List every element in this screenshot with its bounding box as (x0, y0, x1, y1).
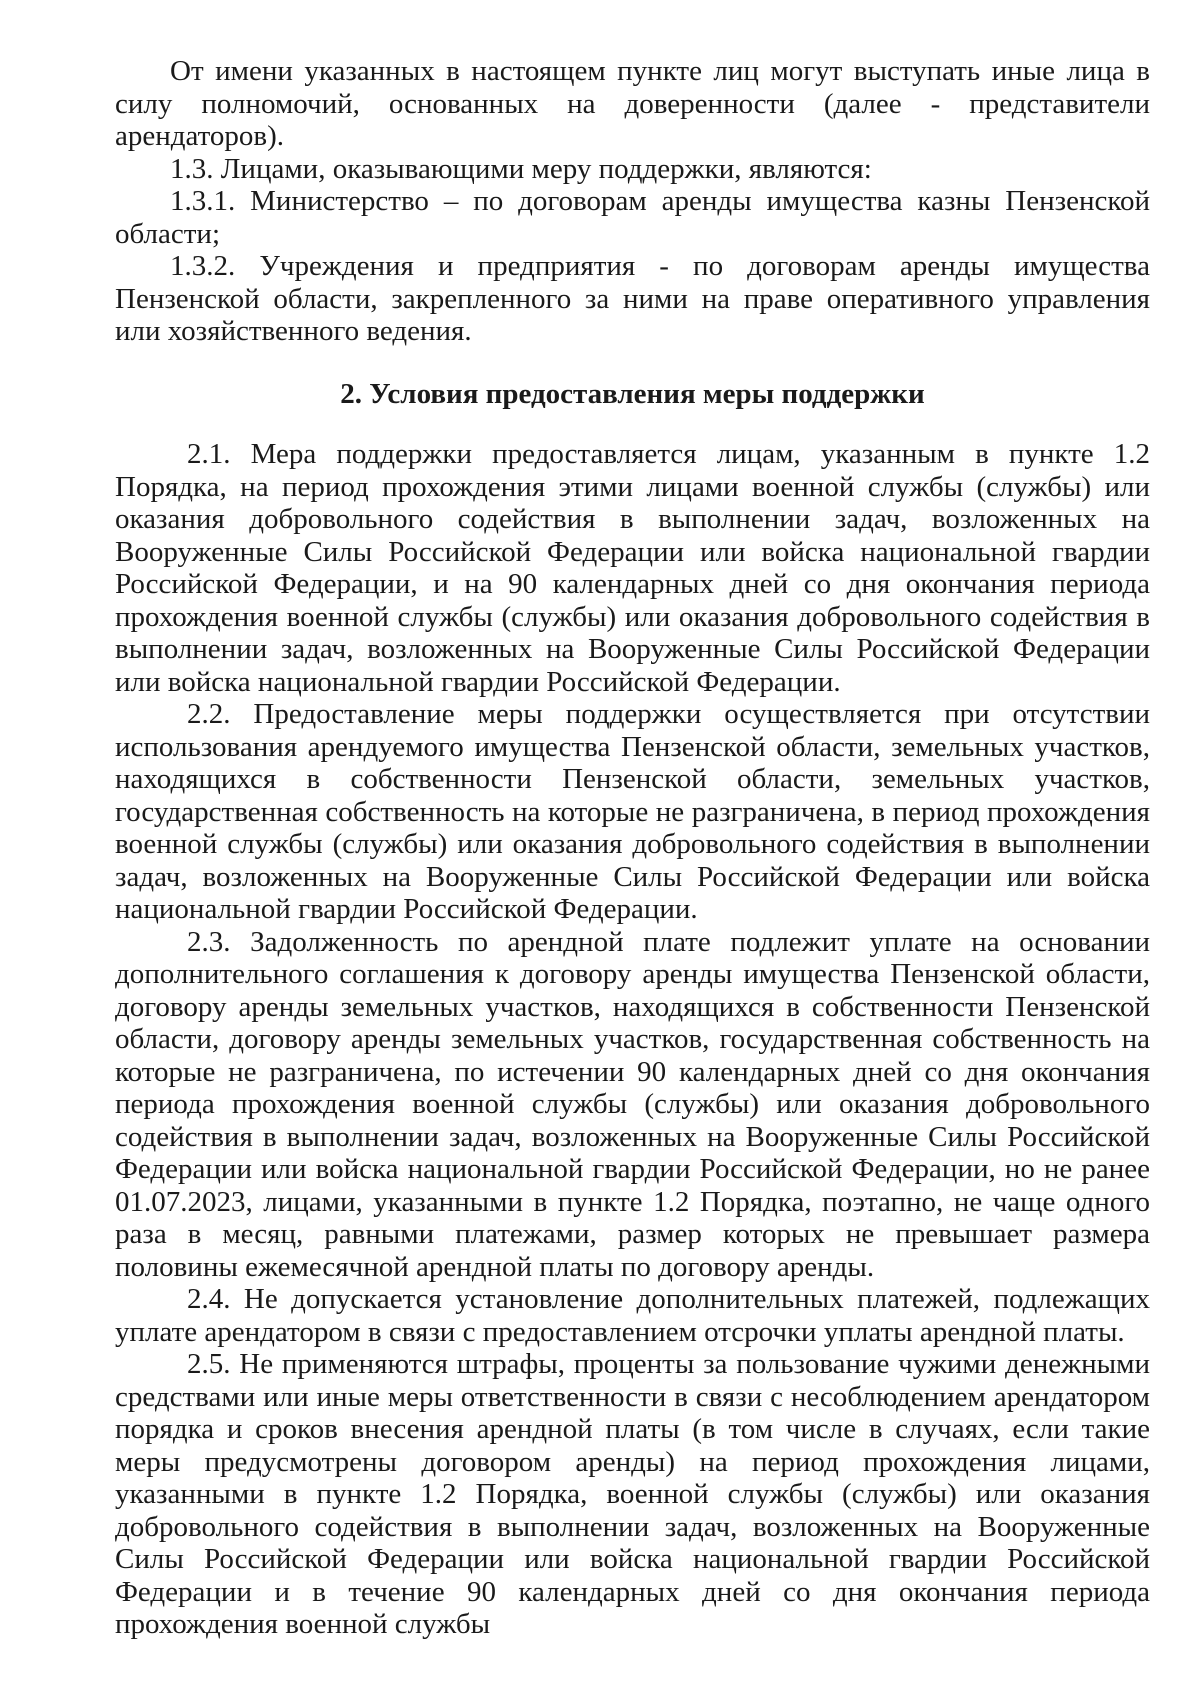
paragraph-2-4: 2.4. Не допускается установление дополнительных платежей, подлежащих уплате арендатором в связи с предоставлением отсрочки уплаты арендной платы. (115, 1283, 1150, 1348)
paragraph-2-2: 2.2. Предоставление меры поддержки осуществляется при отсутствии использования арендуемого имущества Пензенской области, земельных участков, находящихся в собственности Пензенской области, земельных участков, государственная собственность на которые не разграничена, в период прохождения военной службы (службы) или оказания добровольного содействия в выполнении задач, возложенных на Вооруженные Силы Российской Федерации или войска национальной гвардии Российской Федерации. (115, 698, 1150, 925)
section-heading: 2. Условия предоставления меры поддержки (340, 377, 925, 410)
paragraph-1-3-1: 1.3.1. Министерство – по договорам аренды имущества казны Пензенской области; (115, 185, 1150, 250)
paragraph-representatives: От имени указанных в настоящем пункте лиц могут выступать иные лица в силу полномочий, основанных на доверенности (далее - представители арендаторов). (115, 55, 1150, 152)
paragraph-1-3-2: 1.3.2. Учреждения и предприятия - по договорам аренды имущества Пензенской области, закрепленного за ними на праве оперативного управления или хозяйственного ведения. (115, 250, 1150, 347)
document-page (115, 55, 1150, 1641)
paragraph-2-3: 2.3. Задолженность по арендной плате подлежит уплате на основании дополнительного соглашения к договору аренды имущества Пензенской области, договору аренды земельных участков, находящихся в собственности Пензенской области, договору аренды земельных участков, государственная собственность на которые не разграничена, по истечении 90 календарных дней со дня окончания периода прохождения военной службы (службы) или оказания добровольного содействия в выполнении задач, возложенных на Вооруженные Силы Российской Федерации или войска национальной гвардии Российской Федерации, но не ранее 01.07.2023, лицами, указанными в пункте 1.2 Порядка, поэтапно, не чаще одного раза в месяц, равными платежами, размер которых не превышает размера половины ежемесячной арендной платы по договору аренды. (115, 925, 1150, 1283)
paragraph-1-3: 1.3. Лицами, оказывающими меру поддержки, являются: (170, 152, 872, 185)
paragraph-2-1: 2.1. Мера поддержки предоставляется лицам, указанным в пункте 1.2 Порядка, на период прохождения этими лицами военной службы (службы) или оказания добровольного содействия в выполнении задач, возложенных на Вооруженные Силы Российской Федерации или войска национальной гвардии Российской Федерации, и на 90 календарных дней со дня окончания периода прохождения военной службы (службы) или оказания добровольного содействия в выполнении задач, возложенных на Вооруженные Силы Российской Федерации или войска национальной гвардии Российской Федерации. (115, 438, 1150, 698)
paragraph-2-5: 2.5. Не применяются штрафы, проценты за пользование чужими денежными средствами или иные меры ответственности в связи с несоблюдением арендатором порядка и сроков внесения арендной платы (в том числе в случаях, если такие меры предусмотрены договором аренды) на период прохождения лицами, указанными в пункте 1.2 Порядка, военной службы (службы) или оказания добровольного содействия в выполнении задач, возложенных на Вооруженные Силы Российской Федерации или войска национальной гвардии Российской Федерации и в течение 90 календарных дней со дня окончания периода прохождения военной службы (115, 1348, 1150, 1640)
